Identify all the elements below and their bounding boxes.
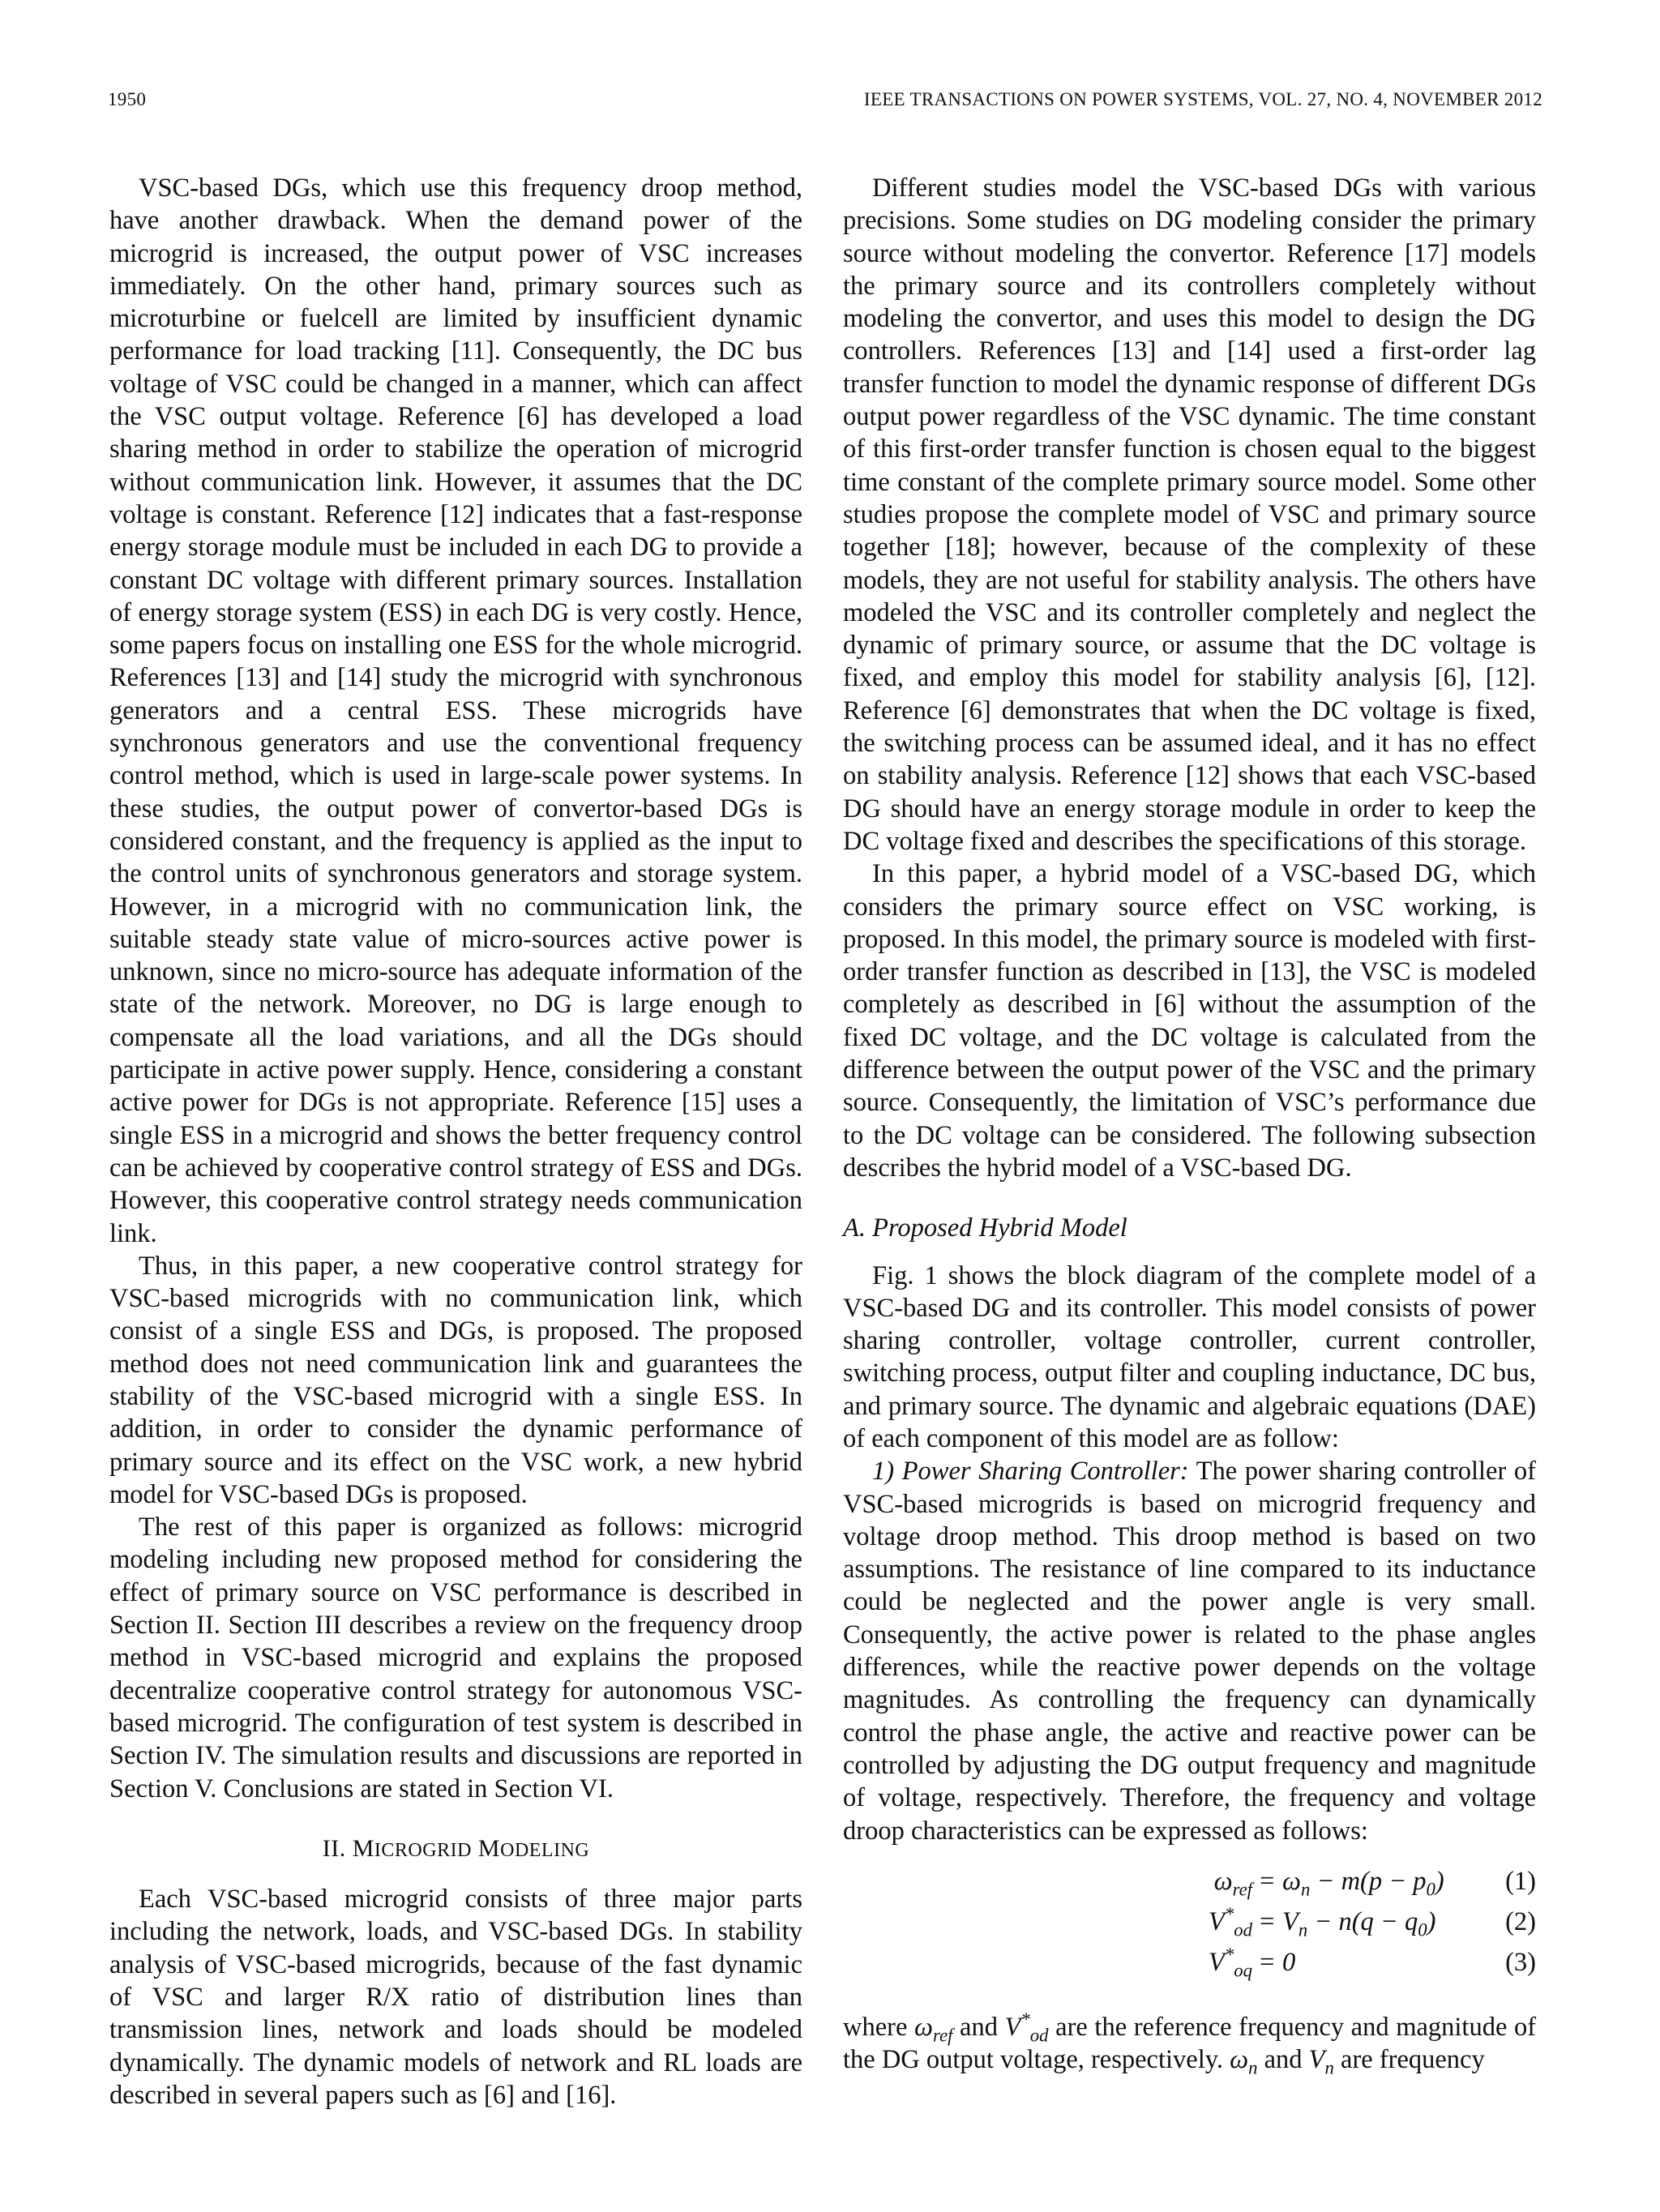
paragraph-text: The power sharing controller of VSC-based microgrids is based on microgrid frequency and voltage droop method. This droop method is based on two assumptions. The resistance of line compared to its inductance could be neglected and the power angle is very small. Consequently, the active power is related to the phase angles differences, while the reactive power depends on the voltage magnitudes. As controlling the frequency can dynamically control the phase angle, the active and reactive power can be controlled by adjusting the DG output frequency and magnitude of voltage, respectively. Therefore, the frequency and voltage droop characteristics can be expressed as follows: (843, 1457, 1536, 1846)
equation-block (843, 1865, 1536, 1987)
math-omega-ref: $\omega_{ref}$ (914, 2012, 953, 2046)
math-omega-n: $\omega_n$ (1230, 2045, 1258, 2078)
section-title-w2-cap: M (477, 1834, 501, 1862)
equation-number: (2) (1505, 1906, 1536, 1936)
equation-lhs: $\omega_{ref}$ (1213, 1866, 1252, 1900)
paragraph: Different studies model the VSC-based DGs with various precisions. Some studies on DG modeling consider the primary source without modeling the convertor. Reference [17] models the primary source and its controllers completely without modeling the convertor, and uses this model to design the DG controllers. References [13] and [14] used a first-order lag transfer function to model the dynamic response of different DGs output power regardless of the VSC dynamic. The time constant of this first-order transfer function is chosen equal to the biggest time constant of the complete primary source model. Some other studies propose the complete model of VSC and primary source together [18]; however, because of the complexity of these models, they are not useful for stability analysis. The others have modeled the VSC and its controller completely and neglect the dynamic of primary source, or assume that the DC voltage is fixed, and employ this model for stability analysis [6], [12]. Reference [6] demonstrates that when the DC voltage is fixed, the switching process can be assumed ideal, and it has no effect on stability analysis. Reference [12] shows that each VSC-based DG should have an energy storage module in order to keep the DC voltage fixed and describes the specifications of this storage. (843, 173, 1536, 856)
math-v-od-star: $V^*_{od}$ (1004, 2009, 1049, 2046)
paragraph: Thus, in this paper, a new cooperative control strategy for VSC-based microgrids with no communication link, which consist of a single ESS and DGs, is proposed. The proposed method does not need communication link and guarantees the stability of the VSC-based microgrid with a single ESS. In addition, in order to consider the dynamic performance of primary source and its effect on the VSC work, a new hybrid model for VSC-based DGs is proposed. (109, 1251, 802, 1509)
page-number: 1950 (108, 89, 147, 109)
paragraph: where $\omega_{ref}$ and $V^*_{od}$ are the reference frequency and magnitude of the DG output voltage, respectively. $\omega_n$ and $V_n$ are frequency (843, 2009, 1537, 2078)
section-number: II. (322, 1834, 346, 1862)
equation-number: (3) (1505, 1947, 1536, 1977)
paragraph: In this paper, a hybrid model of a VSC-based DG, which considers the primary source effect on VSC working, is proposed. In this model, the primary source is modeled with first-order transfer function as described in [13], the VSC is modeled completely as described in [6] without the assumption of the fixed DC voltage, and the DC voltage is calculated from the difference between the output power of the VSC and the primary source. Consequently, the limitation of VSC’s performance due to the DC voltage can be considered. The following subsection describes the hybrid model of a VSC-based DG. (843, 859, 1536, 1183)
subsection-heading: A. Proposed Hybrid Model (843, 1213, 1127, 1243)
equation-rhs: = 0 (1258, 1947, 1296, 1977)
math-v-n: $V_n$ (1308, 2045, 1334, 2078)
equation-lhs: $V^*_{od}$ (1209, 1904, 1252, 1940)
paragraph: Fig. 1 shows the block diagram of the complete model of a VSC-based DG and its controller. This model consists of power sharing controller, voltage controller, current controller, switching process, output filter and coupling inductance, DC bus, and primary source. The dynamic and algebraic equations (DAE) of each component of this model are as follow: (843, 1260, 1536, 1453)
paragraph: The rest of this paper is organized as follows: microgrid modeling including new proposed method for considering the effect of primary source on VSC performance is described in Section II. Section III describes a review on the frequency droop method in VSC-based microgrid and explains the proposed decentralize cooperative control strategy for autonomous VSC-based microgrid. The configuration of test system is described in Section IV. The simulation results and discussions are reported in Section V. Conclusions are stated in Section VI. (109, 1512, 802, 1803)
section-title-w1-cap: M (352, 1834, 374, 1862)
section-title-w2-rest: ODELING (500, 1839, 590, 1861)
journal-title: IEEE TRANSACTIONS ON POWER SYSTEMS, VOL. 27, NO. 4, NOVEMBER 2012 (863, 89, 1542, 109)
paragraph (843, 1455, 1536, 1847)
right-column (843, 172, 1536, 2076)
equation-rhs: = $\omega_n - m(p - p_0)$ (1258, 1866, 1444, 1900)
paragraph: Each VSC-based microgrid consists of three major parts including the network, loads, and VSC-based DGs. In stability analysis of VSC-based microgrids, because of the fast dynamic of VSC and larger R/X ratio of distribution lines than transmission lines, network and loads should be modeled dynamically. The dynamic models of network and RL loads are described in several papers such as [6] and [16]. (109, 1885, 802, 2110)
equation-number: (1) (1505, 1866, 1536, 1896)
equation-2 (843, 1906, 1536, 1946)
left-column (109, 172, 802, 2111)
section-title-w1-rest: ICROGRID (374, 1839, 472, 1861)
running-header (108, 89, 1542, 122)
section-heading (109, 1833, 802, 1867)
paragraph: VSC-based DGs, which use this frequency droop method, have another drawback. When the demand power of the microgrid is increased, the output power of VSC increases immediately. On the other hand, primary sources such as microturbine or fuelcell are limited by insufficient dynamic performance for load tracking [11]. Consequently, the DC bus voltage of VSC could be changed in a manner, which can affect the VSC output voltage. Reference [6] has developed a load sharing method in order to stabilize the operation of microgrid without communication link. However, it assumes that the DC voltage is constant. Reference [12] indicates that a fast-response energy storage module must be included in each DG to provide a constant DC voltage with different primary sources. Installation of energy storage system (ESS) in each DG is very costly. Hence, some papers focus on installing one ESS for the whole microgrid. References [13] and [14] study the microgrid with synchronous generators and a central ESS. These microgrids have synchronous generators and use the conventional frequency control method, which is used in large-scale power systems. In these studies, the output power of convertor-based DGs is considered constant, and the frequency is applied as the input to the control units of synchronous generators and storage system. However, in a microgrid with no communication link, the suitable steady state value of micro-sources active power is unknown, since no micro-source has adequate information of the state of the network. Moreover, no DG is large enough to compensate all the load variations, and all the DGs should participate in active power supply. Hence, considering a constant active power for DGs is not appropriate. Reference [15] uses a single ESS in a microgrid and shows the better frequency control can be achieved by cooperative control strategy of ESS and DGs. However, this cooperative control strategy needs communication link. (109, 173, 802, 1248)
equation-3 (843, 1946, 1536, 1987)
runin-heading: 1) Power Sharing Controller: (872, 1457, 1189, 1487)
equation-rhs: = $V_n - n(q - q_0)$ (1258, 1906, 1436, 1940)
equation-1 (843, 1865, 1536, 1906)
equation-lhs: $V^*_{oq}$ (1209, 1945, 1252, 1981)
